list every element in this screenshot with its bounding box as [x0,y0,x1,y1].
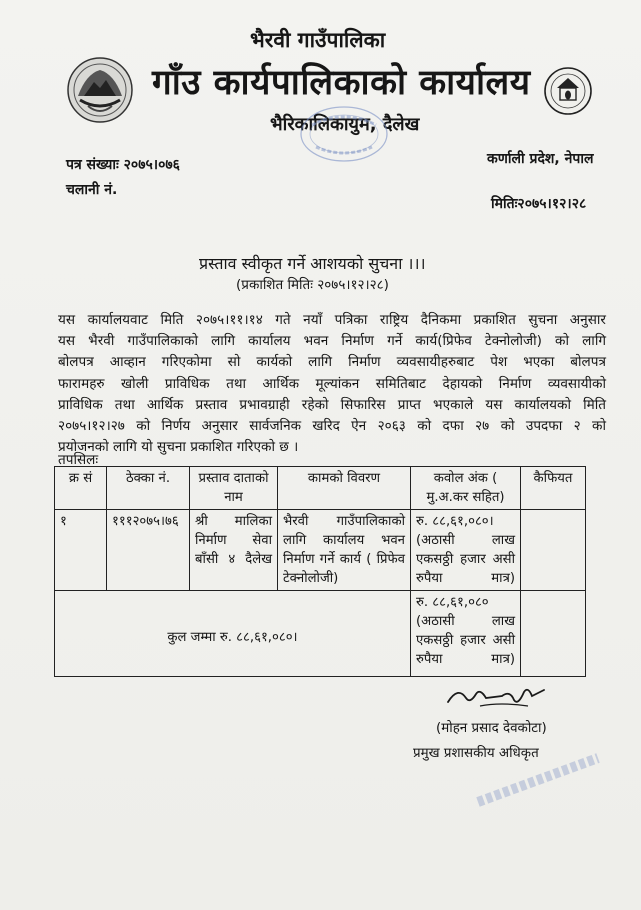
body-line: २०७५।१२।२७ को निर्णय अनुसार सार्वजनिक खरिद ऐन २०६३ को दफा २७ को उपदफा २ को [58,418,606,435]
header-amount: कवोल अंक ( मु.अ.कर सहित) [411,467,521,510]
total-amount-figure: रु. ८८,६१,०८० [416,595,489,610]
body-line: प्राविधिक तथा आर्थिक प्रस्ताव प्रभावग्राही रहेको सिफारिस प्राप्त भएकाले यस कार्यालयको मिति [58,396,606,413]
amount-figure: रु. ८८,६१,०८०। [416,514,494,529]
details-label: तपसिलः [58,452,99,468]
notice-title: प्रस्ताव स्वीकृत गर्ने आशयको सुचना ।।। [199,254,426,273]
total-label: कुल जम्मा रु. ८८,६१,०८०। [55,591,411,677]
office-name: गाँउ कार्यपालिकाको कार्यालय [152,63,531,103]
cell-remarks [521,510,586,591]
cell-contract-no: १११२०७५।७६ [107,510,190,591]
total-amount-words: (अठासी लाख एकसठ्ठी हजार असी रुपैया मात्र) [416,614,515,667]
body-line: यस भैरवी गाउँपालिकाको लागि कार्यालय भवन निर्माण गर्ने कार्य(प्रिफेव टेक्नोलोजी) को लागि [58,333,606,350]
cell-sn: १ [55,510,107,591]
contract-table [54,466,586,677]
signatory-title: प्रमुख प्रशासकीय अधिकृत [413,746,539,761]
header-remarks: कैफियत [521,467,586,510]
cell-description: भैरवी गाउँपालिकाको लागि कार्यालय भवन निर्माण गर्ने कार्य ( प्रिफेव टेक्नोलोजी) [278,510,411,591]
header-description: कामको विवरण [278,467,411,510]
body-line: फारामहरु खोली प्राविधिक तथा आर्थिक मूल्यांकन समितिबाट देहायको निर्माण व्यवसायीको [58,375,606,392]
amount-words: (अठासी लाख एकसठ्ठी हजार असी रुपैया मात्र) [416,533,515,586]
signature-icon [440,680,550,712]
body-line: प्रयोजनको लागि यो सुचना प्रकाशित गरिएको छ । [58,439,299,456]
office-stamp-icon [298,103,390,165]
signatory-name: (मोहन प्रसाद देवकोटा) [436,721,547,736]
dispatch-number: चलानी नं. [66,182,118,198]
table-row [55,510,586,591]
header-sn: क्र सं [55,467,107,510]
letter-date: मितिः२०७५।१२।२८ [491,196,587,212]
total-remarks [521,591,586,677]
published-date: (प्रकाशित मितिः २०७५।१२।२८) [236,277,389,293]
province-label: कर्णाली प्रदेश, नेपाल [487,151,594,167]
table-header-row [55,467,586,510]
cell-bidder: श्री मालिका निर्माण सेवा बाँसी ४ दैलेख [190,510,278,591]
municipality-logo-icon [543,66,593,116]
total-amount-cell [411,591,521,677]
reference-number: पत्र संख्याः २०७५।०७६ [66,157,180,173]
header-bidder: प्रस्ताव दाताको नाम [190,467,278,510]
officer-stamp-icon [468,740,608,810]
cell-amount [411,510,521,591]
municipality-name: भैरवी गाउँपालिका [250,28,386,52]
nepal-emblem-icon [66,56,134,124]
notice-body [58,310,606,458]
header-contract-no: ठेक्का नं. [107,467,190,510]
office-address: भैरिकालिकायुम, दैलेख [270,114,420,135]
body-line: यस कार्यालयवाट मिति २०७५।११।१४ गते नयाँ पत्रिका राष्ट्रिय दैनिकमा प्रकाशित सुचना अनुसार [58,312,606,328]
body-line: बोलपत्र आव्हान गरिएकोमा सो कार्यको लागि निर्माण व्यवसायीहरुबाट पेश भएका बोलपत्र [58,354,606,371]
total-row [55,591,586,677]
